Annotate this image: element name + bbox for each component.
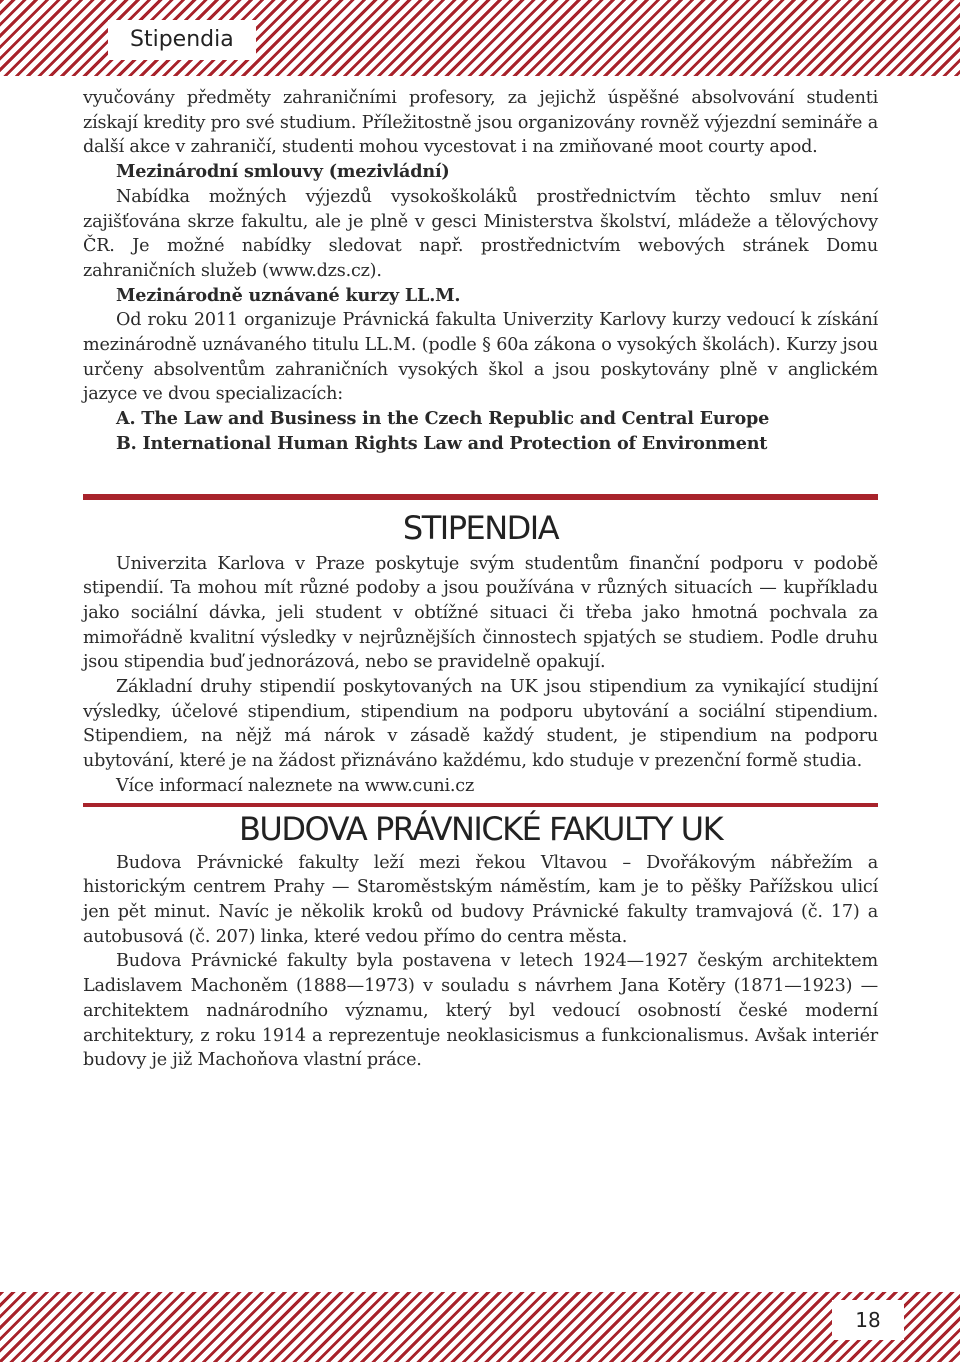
footer-stripe-decoration	[0, 1292, 960, 1362]
specialization-a: A. The Law and Business in the Czech Republic and Central Europe	[116, 408, 770, 430]
paragraph-stipendia-3: Více informací naleznete na www.cuni.cz	[116, 775, 475, 796]
heading-budova: BUDOVA PRÁVNICKÉ FAKULTY UK	[238, 809, 723, 848]
heading-stipendia: STIPENDIA	[402, 508, 559, 547]
intro-paragraph: vyučovány předměty zahraničními profesory, za jejichž úspěšné absolvování studenti získají kredity pro své studium. Příležitostně jsou organizovány rovněž výjezdní semináře a další akce v zahraničí, studenti mohou vycestovat i na zmiňované moot courty apod.	[83, 88, 878, 158]
specialization-b: B. International Human Rights Law and Protection of Environment	[116, 432, 768, 454]
paragraph-stipendia-2: Základní druhy stipendií poskytovaných na UK jsou stipendium za vynikající studijní výsledky, účelové stipendium, stipendium na podporu ubytování a sociální stipendium. Stipendiem, na nějž má nárok v zásadě každý student, je stipendium na podporu ubytování, které je na žádost přiznáváno každému, kdo studuje v prezenční formě studia.	[83, 677, 878, 772]
paragraph-llm: Od roku 2011 organizuje Právnická fakulta Univerzity Karlovy kurzy vedoucí k získání mezinárodně uznávaného titulu LL.M. (podle § 60a zákona o vysokých školách). Kurzy jsou určeny absolventům zahraničních vysokých škol a jsou poskytovány plně v anglickém jazyce ve dvou specializacích:	[83, 310, 878, 405]
paragraph-budova-2: Budova Právnické fakulty byla postavena v letech 1924—1927 českým architektem Ladislavem Machoněm (1888—1973) v souladu s návrhem Jana Kotěry (1871—1923) — architektem nadnárodního významu, který byl vedoucí osobností české moderní architektury, z roku 1914 a reprezentuje neoklasicismus a funkcionalismus. Avšak interiér budovy je již Machoňova vlastní práce.	[83, 951, 878, 1071]
section-divider	[83, 494, 878, 500]
paragraph-budova-1: Budova Právnické fakulty leží mezi řekou Vltavou – Dvořákovým nábřežím a historickým centrem Prahy — Staroměstským náměstím, kam je to pěšky Pařížskou ulicí jen pět minut. Navíc je několik kroků od budovy Právnické fakulty tramvajová (č. 17) a autobusová (č. 207) linka, které vedou přímo do centra města.	[83, 852, 878, 947]
section-rule	[83, 803, 878, 807]
page-content	[83, 86, 878, 1073]
paragraph-smlouvy: Nabídka možných výjezdů vysokoškoláků prostřednictvím těchto smluv není zajišťována skrze fakultu, ale je plně v gesci Ministerstva školství, mládeže a tělovýchovy ČR. Je možné nabídky sledovat např. prostřednictvím webových stránek Domu zahraničních služeb (www.dzs.cz).	[83, 186, 878, 281]
section-label: Stipendia	[108, 20, 256, 60]
subheading-smlouvy: Mezinárodní smlouvy (mezivládní)	[116, 161, 450, 183]
subheading-llm: Mezinárodně uznávané kurzy LL.M.	[116, 284, 461, 306]
paragraph-stipendia-1: Univerzita Karlova v Praze poskytuje svým studentům finanční podporu v podobě stipendií. Ta mohou mít různé podoby a jsou používána v různých situacích — kupříkladu jako sociální dávka, jeli student v obtížné situaci či třeba jako hmotná pochvala za mimořádně kvalitní výsledky v nejrůznějších činnostech spjatých se studiem. Podle druhu jsou stipendia buď jednorázová, nebo se pravidelně opakují.	[83, 553, 878, 673]
page-number: 18	[832, 1300, 904, 1340]
